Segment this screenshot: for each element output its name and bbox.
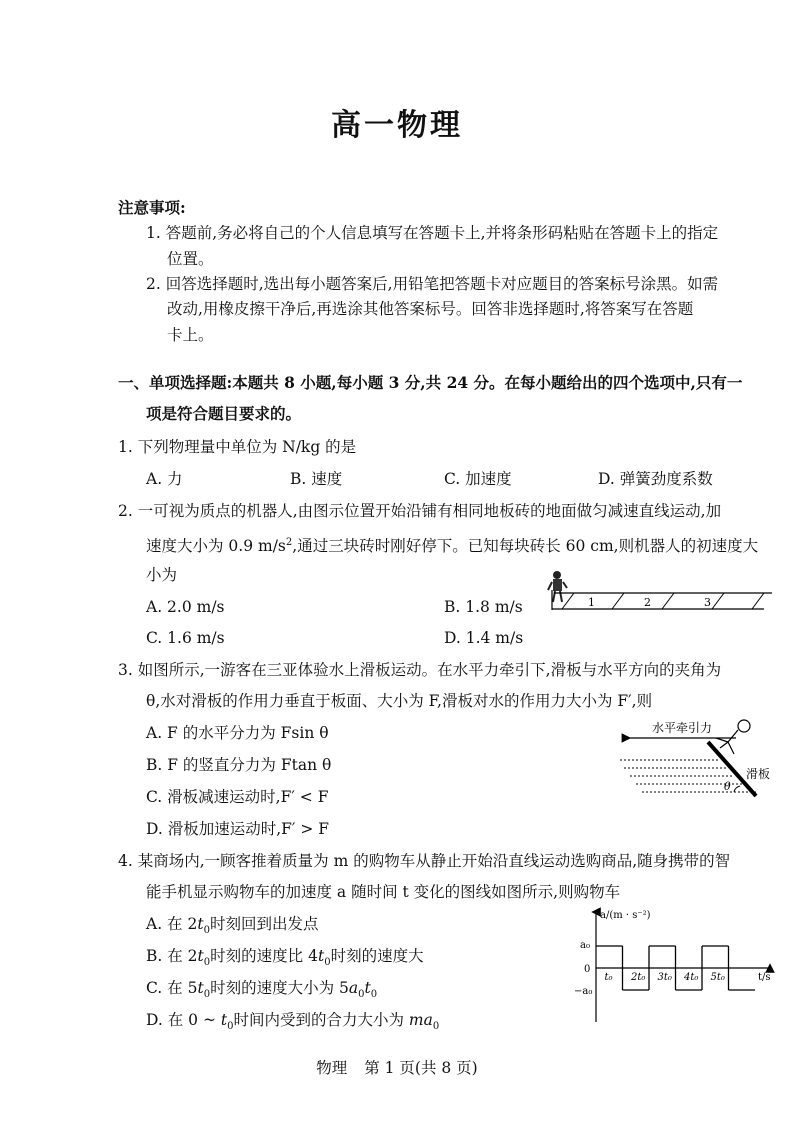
q3-wakeboard-figure <box>616 712 786 807</box>
notice-item-2-line-3: 卡上。 <box>167 326 214 344</box>
q1-option-a: A. 力 <box>146 470 183 488</box>
page-title: 高一物理 <box>331 108 463 143</box>
q2-stem-line-2: 速度大小为 0.9 $m/s^2$,通过三块砖时刚好停下。已知每块砖长 60 cm,则机器人的初速度大 <box>146 537 759 556</box>
notice-item-1-line-1: 1. 答题前,务必将自己的个人信息填写在答题卡上,并将条形码粘贴在答题卡上的指定 <box>146 224 719 242</box>
q1-option-d: D. 弹簧劲度系数 <box>598 470 713 488</box>
q3-option-b: B. F 的竖直分力为 Ftan θ <box>146 756 332 774</box>
notice-item-1-line-2: 位置。 <box>167 250 214 268</box>
surfer-icon <box>716 720 750 754</box>
x-tick-label: 4t₀ <box>684 972 699 983</box>
y-tick-zero: 0 <box>584 964 591 975</box>
section-heading-line-1: 一、单项选择题:本题共 8 小题,每小题 3 分,共 24 分。在每小题给出的四个选项中,只有一 <box>118 373 743 392</box>
q2-floor-tiles-figure <box>544 566 774 616</box>
section-heading-line-2: 项是符合题目要求的。 <box>146 404 302 423</box>
q1-stem: 1. 下列物理量中单位为 N/kg 的是 <box>118 438 357 456</box>
y-tick-a0: a₀ <box>580 940 590 951</box>
x-tick-label: 2t₀ <box>631 972 646 983</box>
q3-stem-line-2: θ,水对滑板的作用力垂直于板面、大小为 F,滑板对水的作用力大小为 F′,则 <box>146 692 653 710</box>
x-tick-label: t₀ <box>604 972 613 983</box>
tile-label-3: 3 <box>704 596 711 609</box>
q4-stem-line-1: 4. 某商场内,一顾客推着质量为 m 的购物车从静止开始沿直线运动选购商品,随身携带的智 <box>118 852 731 870</box>
q2-option-b: B. 1.8 m/s <box>444 598 523 616</box>
q4-option-d: D. 在 0 ~ $t_0$时间内受到的合力大小为 $ma_0$ <box>146 1011 440 1033</box>
q2-option-c: C. 1.6 m/s <box>146 629 225 647</box>
q2-stem-line-3: 小为 <box>146 566 178 584</box>
q3-option-c: C. 滑板减速运动时,F′ < F <box>146 788 329 806</box>
q2-option-a: A. 2.0 m/s <box>146 598 225 616</box>
page-footer <box>0 1056 794 1078</box>
robot-icon <box>548 571 567 602</box>
x-tick-label: 5t₀ <box>710 972 725 983</box>
tow-force-label: 水平牵引力 <box>652 721 713 735</box>
x-axis-label: t/s <box>758 972 771 983</box>
q4-acceleration-time-chart <box>560 904 780 1032</box>
x-tick-label: 3t₀ <box>657 972 672 983</box>
q3-stem-line-1: 3. 如图所示,一游客在三亚体验水上滑板运动。在水平力牵引下,滑板与水平方向的夹角为 <box>118 661 722 679</box>
q2-stem-line-1: 2. 一可视为质点的机器人,由图示位置开始沿铺有相同地板砖的地面做匀减速直线运动,加 <box>118 502 722 520</box>
q2-option-d: D. 1.4 m/s <box>444 629 524 647</box>
board-label: 滑板 <box>746 767 771 781</box>
q4-option-c: C. 在 $5t_0$时刻的速度大小为 $5a_0t_0$ <box>146 979 378 1001</box>
q4-stem-line-2: 能手机显示购物车的加速度 a 随时间 t 变化的图线如图所示,则购物车 <box>146 883 621 901</box>
q1-option-b: B. 速度 <box>290 470 343 488</box>
footer-subject: 物理 <box>316 1059 348 1077</box>
tile-label-1: 1 <box>588 596 595 609</box>
q4-option-b: B. 在 $2t_0$时刻的速度比 $4t_0$时刻的速度大 <box>146 947 424 969</box>
y-axis-label: a/(m · s⁻²) <box>600 910 651 921</box>
notice-item-2-line-1: 2. 回答选择题时,选出每小题答案后,用铅笔把答题卡对应题目的答案标号涂黑。如需 <box>146 275 719 293</box>
q3-option-d: D. 滑板加速运动时,F′ > F <box>146 820 330 838</box>
notice-heading: 注意事项: <box>118 198 186 217</box>
tile-label-2: 2 <box>644 596 651 609</box>
q4-option-a: A. 在 $2t_0$时刻回到出发点 <box>146 915 319 937</box>
q1-option-c: C. 加速度 <box>444 470 512 488</box>
angle-theta-label: θ <box>724 780 731 793</box>
y-tick-neg-a0: −a₀ <box>574 986 593 997</box>
footer-page: 第 1 页(共 8 页) <box>364 1059 478 1077</box>
notice-item-2-line-2: 改动,用橡皮擦干净后,再选涂其他答案标号。回答非选择题时,将答案写在答题 <box>167 300 694 318</box>
q3-option-a: A. F 的水平分力为 Fsin θ <box>146 724 329 742</box>
